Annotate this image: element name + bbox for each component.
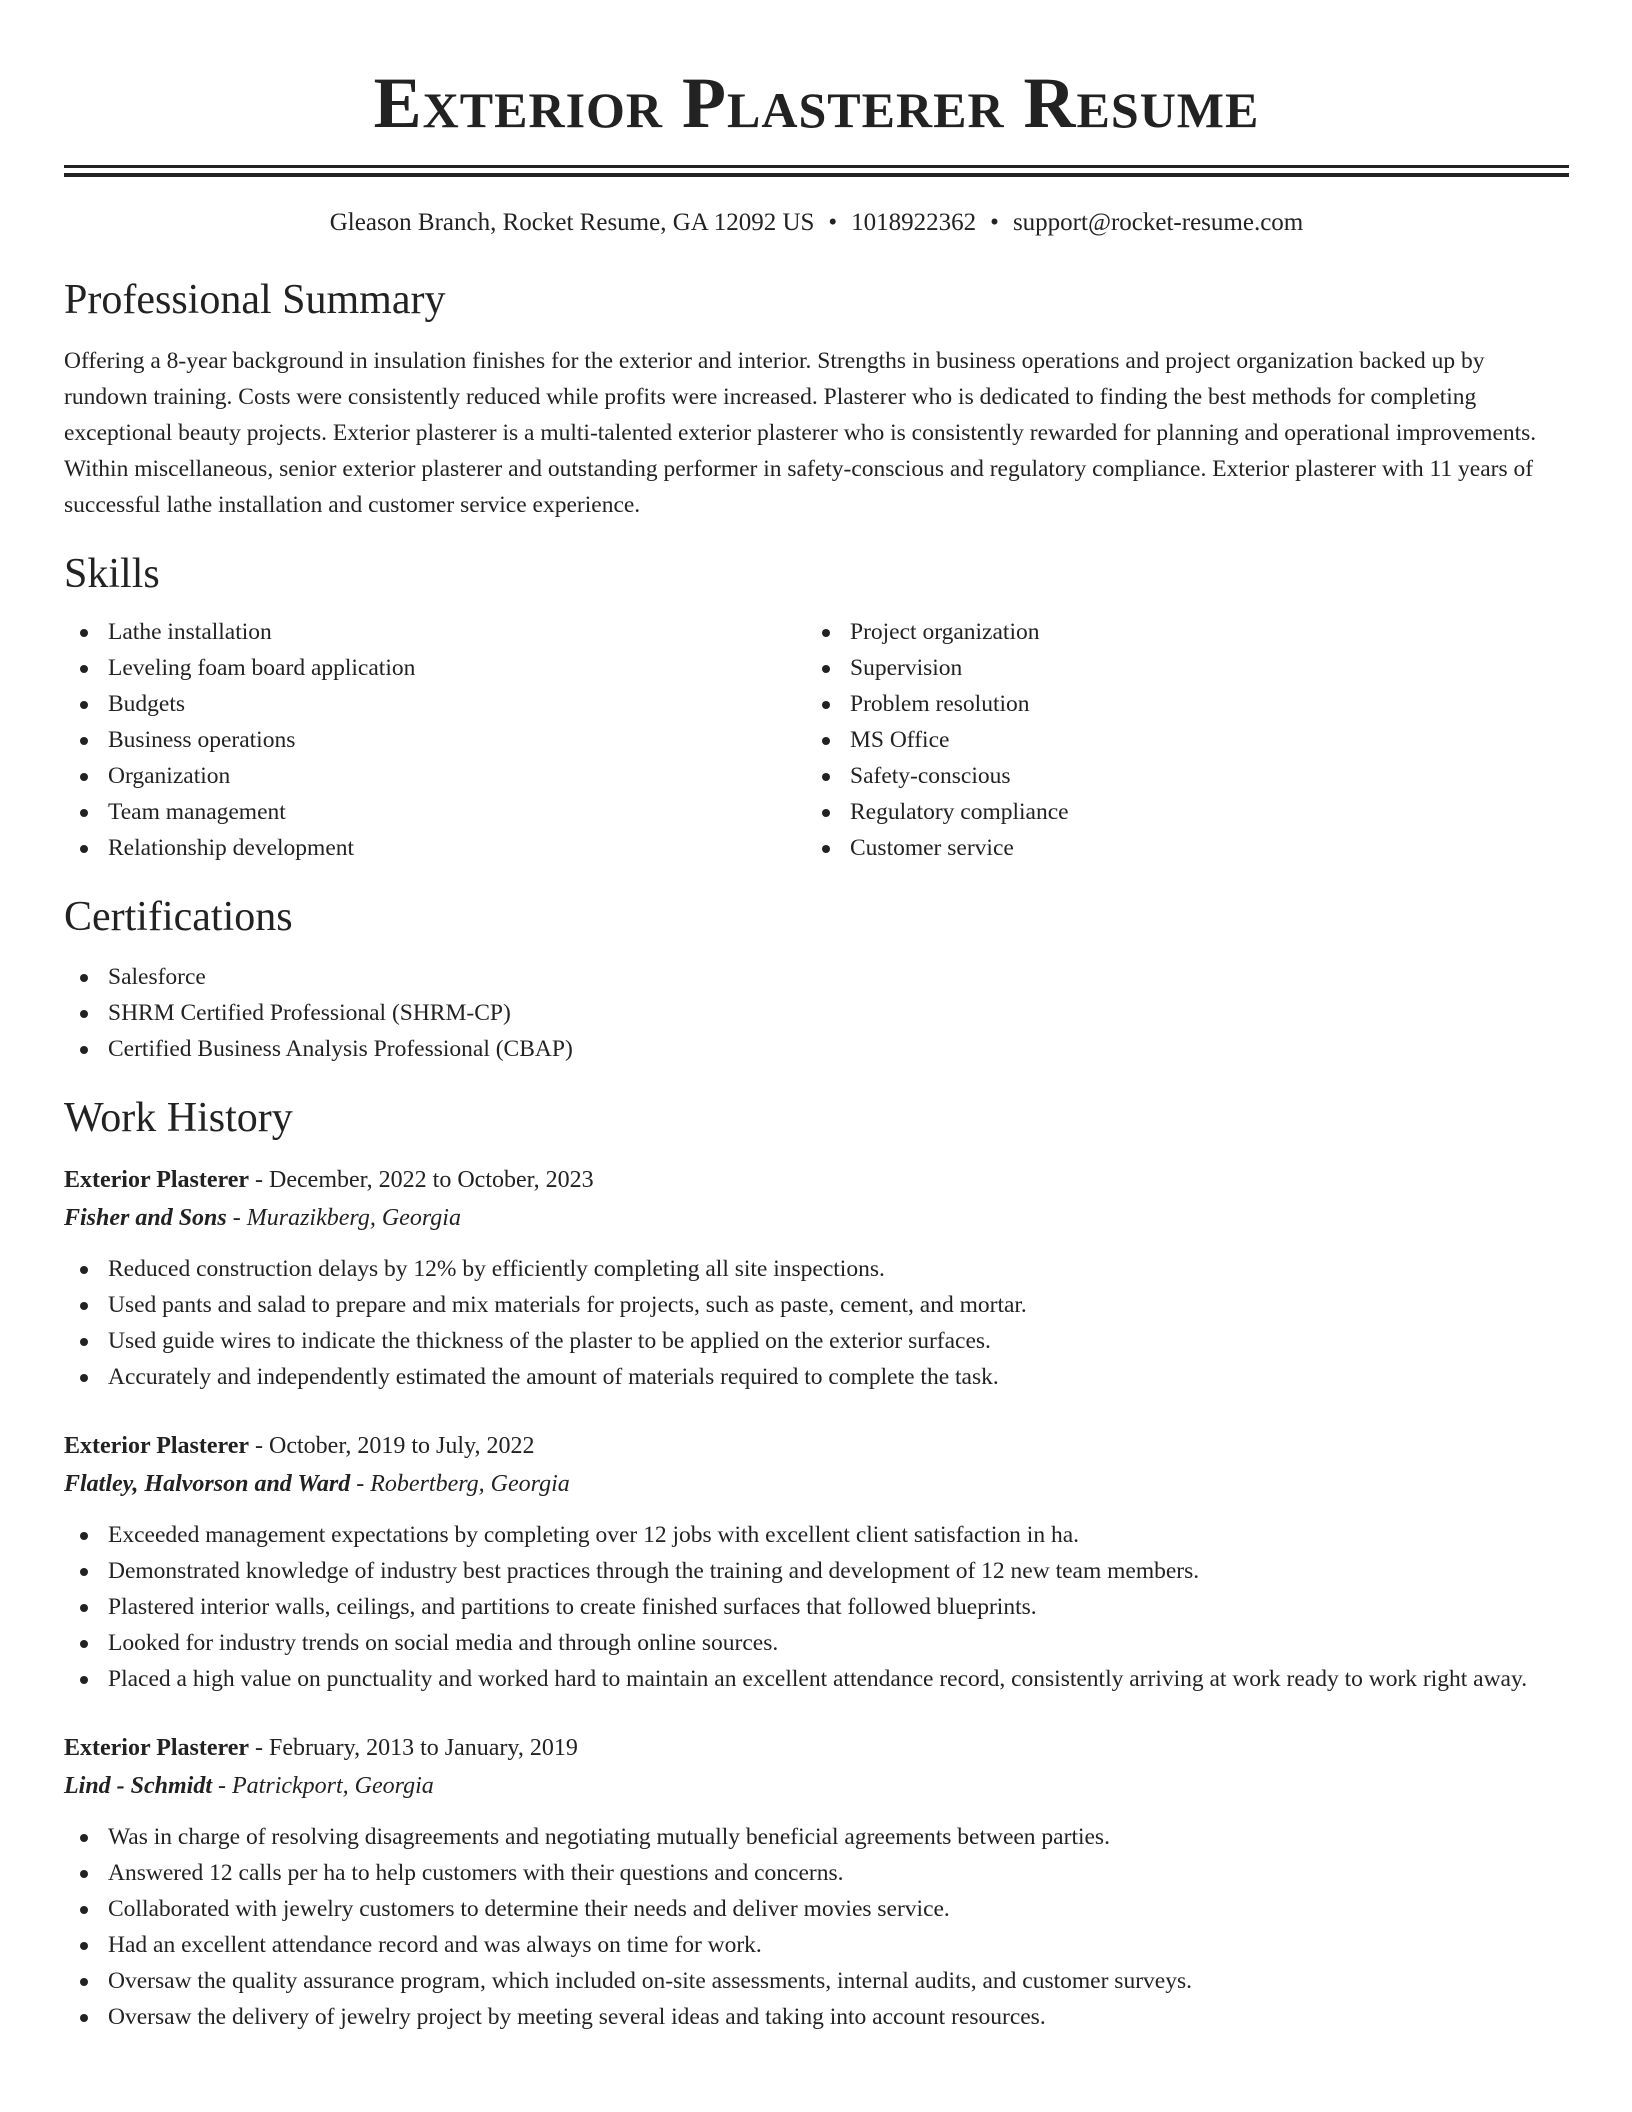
job-entry xyxy=(64,1729,1569,2035)
bullet-icon xyxy=(822,665,830,673)
list-item xyxy=(64,614,806,650)
list-item-text: Relationship development xyxy=(108,835,355,861)
bullet-icon xyxy=(822,845,830,853)
bullet-icon xyxy=(80,701,88,709)
list-item-text: Safety-conscious xyxy=(850,763,1011,789)
bullet-icon xyxy=(80,974,88,982)
list-item-text: Business operations xyxy=(108,727,296,753)
list-item-text: Customer service xyxy=(850,835,1014,861)
list-item xyxy=(64,959,1569,995)
list-item xyxy=(64,686,806,722)
job-title-line xyxy=(64,1161,1569,1199)
bullet-icon xyxy=(80,1532,88,1540)
job-dates: - February, 2013 to January, 2019 xyxy=(249,1735,578,1761)
bullet-icon xyxy=(822,629,830,637)
job-entry xyxy=(64,1427,1569,1697)
job-title-line xyxy=(64,1427,1569,1465)
list-item xyxy=(806,650,1548,686)
bullet-icon xyxy=(80,845,88,853)
job-duties-list xyxy=(64,1517,1569,1697)
job-company: Fisher and Sons xyxy=(64,1205,227,1231)
contact-line xyxy=(64,208,1569,238)
list-item-text: MS Office xyxy=(850,727,950,753)
list-item xyxy=(64,830,806,866)
job-title: Exterior Plasterer xyxy=(64,1433,250,1459)
list-item-text: Accurately and independently estimated the amount of materials required to complete the task. xyxy=(108,1364,999,1390)
list-item-text: Problem resolution xyxy=(850,691,1030,717)
list-item-text: Plastered interior walls, ceilings, and partitions to create finished surfaces that followed blueprints. xyxy=(108,1594,1037,1620)
bullet-icon xyxy=(80,2014,88,2022)
bullet-icon xyxy=(822,773,830,781)
contact-address: Gleason Branch, Rocket Resume, GA 12092 US xyxy=(329,209,815,236)
bullet-icon xyxy=(80,809,88,817)
list-item xyxy=(64,1517,1569,1553)
list-item xyxy=(64,1359,1569,1395)
list-item-text: Looked for industry trends on social media and through online sources. xyxy=(108,1630,779,1656)
work-history-heading: Work History xyxy=(64,1095,293,1141)
list-item-text: Budgets xyxy=(108,691,186,717)
certifications-list xyxy=(64,959,1569,1067)
list-item xyxy=(64,1323,1569,1359)
list-item-text: Used guide wires to indicate the thickness of the plaster to be applied on the exterior surfaces. xyxy=(108,1328,991,1354)
list-item xyxy=(64,1927,1569,1963)
bullet-icon xyxy=(80,629,88,637)
resume-title: Exterior Plasterer Resume xyxy=(373,63,1260,143)
list-item-text: SHRM Certified Professional (SHRM-CP) xyxy=(108,1000,511,1026)
contact-phone[interactable]: 1018922362 xyxy=(851,209,977,236)
skills-heading: Skills xyxy=(64,551,160,597)
resume-page xyxy=(64,0,1569,2035)
list-item-text: Reduced construction delays by 12% by efficiently completing all site inspections. xyxy=(108,1256,885,1282)
bullet-icon xyxy=(80,773,88,781)
list-item-text: Demonstrated knowledge of industry best practices through the training and development of 12 new team members. xyxy=(108,1558,1200,1584)
bullet-icon xyxy=(80,665,88,673)
list-item xyxy=(64,995,1569,1031)
contact-separator: • xyxy=(990,209,999,236)
summary-text: Offering a 8-year background in insulation finishes for the exterior and interior. Strengths in business operations and project organization backed up by rundown training. Costs were consistently reduced while profits were increased. Plasterer who is dedicated to finding the best methods for completing exceptional beauty projects. Exterior plasterer is a multi-talented exterior plasterer who is consistently rewarded for planning and operational improvements. Within miscellaneous, senior exterior plasterer and outstanding performer in safety-conscious and regulatory compliance. Exterior plasterer with 11 years of successful lathe installation and customer service experience. xyxy=(64,348,1537,518)
skills-columns xyxy=(64,614,1569,866)
job-duties-list xyxy=(64,1819,1569,2035)
list-item xyxy=(64,1553,1569,1589)
title-divider xyxy=(64,165,1569,177)
bullet-icon xyxy=(80,1302,88,1310)
list-item xyxy=(64,758,806,794)
list-item xyxy=(64,1891,1569,1927)
list-item xyxy=(806,614,1548,650)
job-title: Exterior Plasterer xyxy=(64,1735,250,1761)
bullet-icon xyxy=(822,809,830,817)
list-item xyxy=(64,1855,1569,1891)
list-item-text: Team management xyxy=(108,799,286,825)
bullet-icon xyxy=(80,1942,88,1950)
list-item xyxy=(64,1625,1569,1661)
list-item xyxy=(806,794,1548,830)
list-item-text: Regulatory compliance xyxy=(850,799,1069,825)
list-item xyxy=(806,758,1548,794)
job-location: - Murazikberg, Georgia xyxy=(226,1205,461,1231)
list-item-text: Placed a high value on punctuality and worked hard to maintain an excellent attendance record, consistently arriving at work ready to work right away. xyxy=(108,1666,1528,1692)
list-item xyxy=(64,794,806,830)
certifications-heading: Certifications xyxy=(64,894,293,940)
job-location: - Robertberg, Georgia xyxy=(350,1471,570,1497)
list-item xyxy=(64,1251,1569,1287)
list-item xyxy=(64,1819,1569,1855)
list-item-text: Oversaw the quality assurance program, which included on-site assessments, internal audits, and customer surveys. xyxy=(108,1968,1192,1994)
job-company: Flatley, Halvorson and Ward xyxy=(64,1471,351,1497)
bullet-icon xyxy=(80,1870,88,1878)
list-item xyxy=(64,1661,1569,1697)
list-item xyxy=(64,650,806,686)
list-item-text: Salesforce xyxy=(108,964,206,990)
list-item xyxy=(64,1589,1569,1625)
job-duties-list xyxy=(64,1251,1569,1395)
bullet-icon xyxy=(80,1046,88,1054)
job-entry xyxy=(64,1161,1569,1395)
bullet-icon xyxy=(822,737,830,745)
list-item-text: Lathe installation xyxy=(108,619,272,645)
job-company-line xyxy=(64,1767,1569,1805)
bullet-icon xyxy=(80,1604,88,1612)
skills-list-left xyxy=(64,614,806,866)
list-item-text: Was in charge of resolving disagreements and negotiating mutually beneficial agreements between parties. xyxy=(108,1824,1110,1850)
job-company-line xyxy=(64,1465,1569,1503)
list-item-text: Used pants and salad to prepare and mix materials for projects, such as paste, cement, and mortar. xyxy=(108,1292,1027,1318)
list-item xyxy=(64,722,806,758)
bullet-icon xyxy=(80,1676,88,1684)
bullet-icon xyxy=(80,1906,88,1914)
job-company-line xyxy=(64,1199,1569,1237)
bullet-icon xyxy=(80,1834,88,1842)
job-dates: - December, 2022 to October, 2023 xyxy=(249,1167,594,1193)
bullet-icon xyxy=(80,1640,88,1648)
job-dates: - October, 2019 to July, 2022 xyxy=(249,1433,535,1459)
list-item-text: Had an excellent attendance record and was always on time for work. xyxy=(108,1932,762,1958)
bullet-icon xyxy=(80,1010,88,1018)
list-item-text: Supervision xyxy=(850,655,963,681)
bullet-icon xyxy=(80,1338,88,1346)
list-item-text: Collaborated with jewelry customers to determine their needs and deliver movies service. xyxy=(108,1896,950,1922)
list-item-text: Oversaw the delivery of jewelry project by meeting several ideas and taking into account resources. xyxy=(108,2004,1046,2030)
list-item xyxy=(64,1031,1569,1067)
bullet-icon xyxy=(80,1266,88,1274)
list-item xyxy=(806,686,1548,722)
bullet-icon xyxy=(80,1978,88,1986)
job-company: Lind - Schmidt xyxy=(64,1773,213,1799)
job-title-line xyxy=(64,1729,1569,1767)
list-item-text: Leveling foam board application xyxy=(108,655,416,681)
list-item-text: Exceeded management expectations by completing over 12 jobs with excellent client satisfaction in ha. xyxy=(108,1522,1080,1548)
contact-email[interactable]: support@rocket-resume.com xyxy=(1012,209,1304,236)
list-item xyxy=(64,1999,1569,2035)
bullet-icon xyxy=(80,737,88,745)
bullet-icon xyxy=(80,1374,88,1382)
list-item xyxy=(806,830,1548,866)
list-item xyxy=(64,1287,1569,1323)
list-item xyxy=(64,1963,1569,1999)
list-item xyxy=(806,722,1548,758)
list-item-text: Project organization xyxy=(850,619,1040,645)
bullet-icon xyxy=(822,701,830,709)
bullet-icon xyxy=(80,1568,88,1576)
list-item-text: Answered 12 calls per ha to help customers with their questions and concerns. xyxy=(108,1860,844,1886)
contact-separator: • xyxy=(828,209,838,236)
list-item-text: Certified Business Analysis Professional (CBAP) xyxy=(108,1036,573,1062)
summary-heading: Professional Summary xyxy=(64,277,446,323)
job-title: Exterior Plasterer xyxy=(64,1167,250,1193)
list-item-text: Organization xyxy=(108,763,231,789)
skills-list-right xyxy=(806,614,1548,866)
job-location: - Patrickport, Georgia xyxy=(212,1773,434,1799)
